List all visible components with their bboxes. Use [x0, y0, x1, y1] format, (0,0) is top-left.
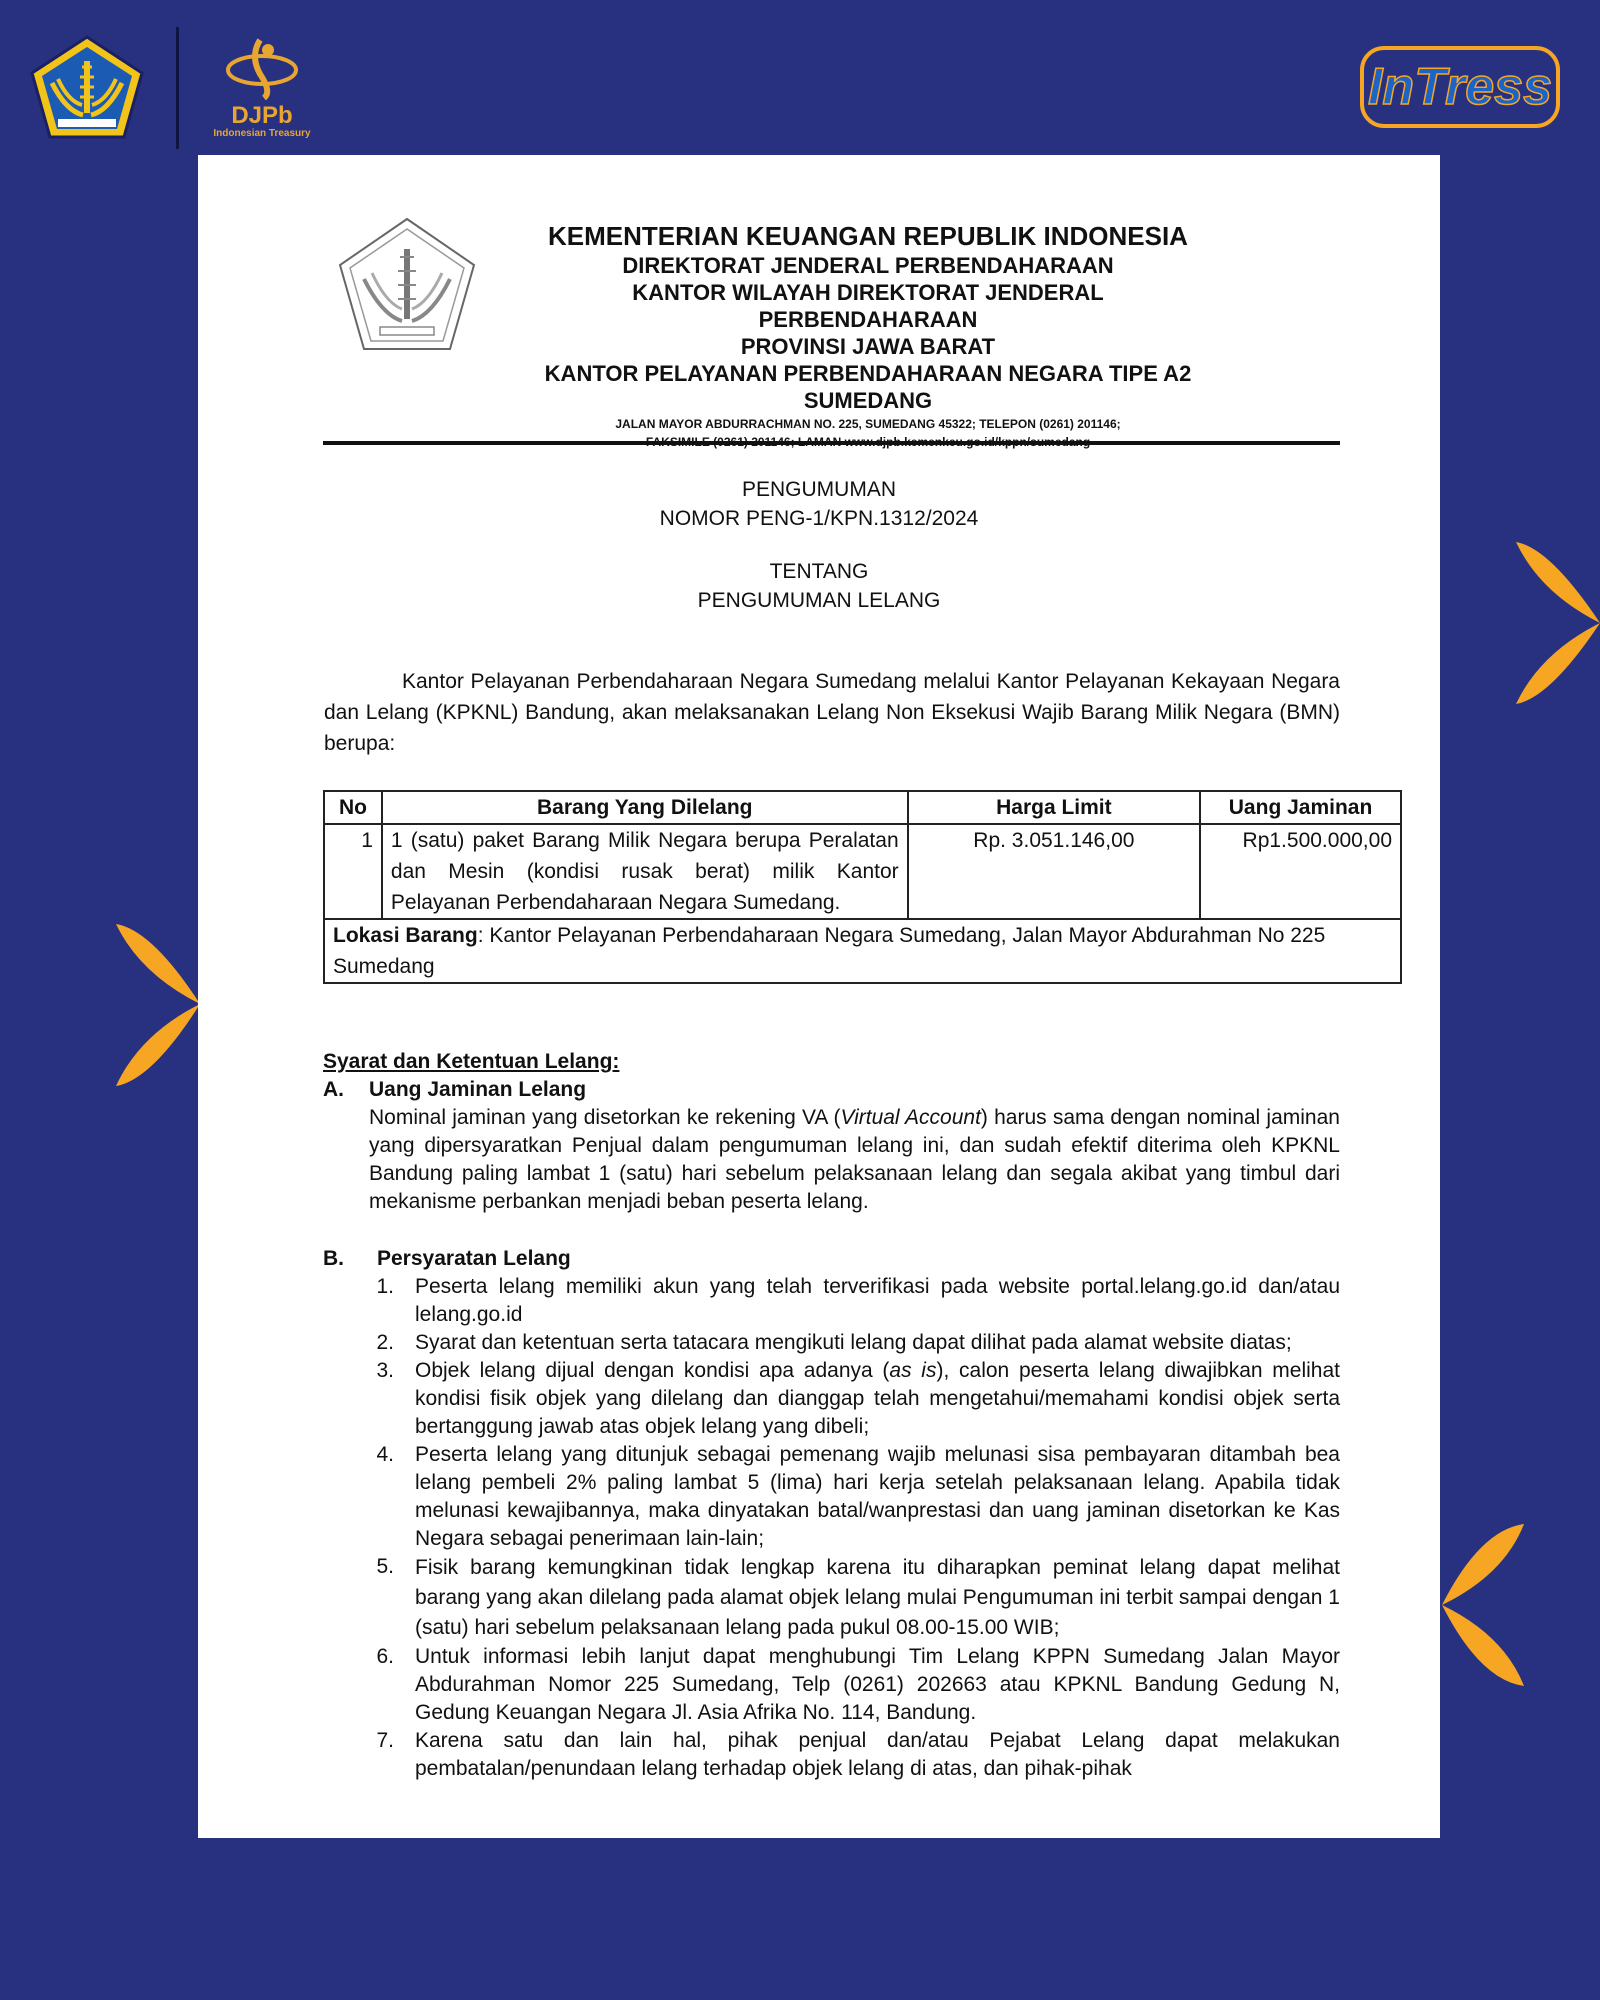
section-a-heading: [323, 1076, 1340, 1104]
section-a-title: Uang Jaminan Lelang: [369, 1078, 587, 1101]
list-item-number: 1.: [376, 1275, 394, 1298]
announcement-number: NOMOR PENG-1/KPN.1312/2024: [659, 507, 979, 530]
header-item: Barang Yang Dilelang: [382, 791, 908, 824]
row-item: 1 (satu) paket Barang Milik Negara berupa Peralatan dan Mesin (kondisi rusak berat) milik Kantor Pelayanan Perbendaharaan Negara Sumedang.: [382, 824, 908, 919]
section-b-title: Persyaratan Lelang: [377, 1247, 571, 1270]
list-item-text: Fisik barang kemungkinan tidak lengkap karena itu diharapkan peminat lelang dapat melihat barang yang akan dilelang pada alamat objek lelang mulai Pengumuman ini terbit sampai dengan 1 (satu) hari sebelum pelaksanaan lelang pada pukul 08.00-15.00 WIB;: [415, 1556, 1340, 1639]
section-a-text: [369, 1104, 1340, 1216]
intro-paragraph: Kantor Pelayanan Perbendaharaan Negara Sumedang melalui Kantor Pelayanan Kekayaan Negara dan Lelang (KPKNL) Bandung, akan melaksanakan Lelang Non Eksekusi Wajib Barang Milik Negara (BMN) berupa:: [324, 670, 1340, 755]
list-item-text: Peserta lelang yang ditunjuk sebagai pemenang wajib melunasi sisa pembayaran ditambah bea lelang pembeli 2% paling lambat 5 (lima) hari kerja setelah pelaksanaan lelang. Apabila tidak melunasi kewajibannya, maka dinyatakan batal/wanprestasi dan uang jaminan disetorkan ke Kas Negara sebagai penerimaan lain-lain;: [415, 1443, 1340, 1550]
section-a-text-part: Nominal jaminan yang disetorkan ke rekening VA (: [369, 1106, 841, 1129]
list-item-number: 6.: [376, 1645, 394, 1668]
list-item-text: Syarat dan ketentuan serta tatacara mengikuti lelang dapat dilihat pada alamat website diatas;: [415, 1331, 1292, 1354]
djpb-logo: [207, 36, 317, 140]
list-item-number: 4.: [376, 1443, 394, 1466]
list-item-text: [415, 1357, 1340, 1441]
list-item: [323, 1273, 1340, 1329]
kemenkeu-logo-icon: [28, 33, 146, 143]
announcement-subject: PENGUMUMAN LELANG: [697, 589, 941, 612]
list-item-number: 3.: [376, 1359, 394, 1382]
list-item-text: Karena satu dan lain hal, pihak penjual dan/atau Pejabat Lelang dapat melakukan pembatalan/penundaan lelang terhadap objek lelang di atas, dan pihak-pihak: [415, 1729, 1340, 1780]
letterhead-city: SUMEDANG: [803, 388, 933, 413]
table-header-row: [324, 791, 1401, 824]
location-label: Lokasi Barang: [333, 924, 478, 947]
header-no: No: [324, 791, 382, 824]
table-row: [324, 824, 1401, 919]
intress-logo-icon: [1358, 44, 1562, 130]
list-item-number: 2.: [376, 1331, 394, 1354]
header-deposit: Uang Jaminan: [1200, 791, 1401, 824]
letterhead-regional-office: KANTOR WILAYAH DIREKTORAT JENDERAL PERBENDAHARAAN: [632, 280, 1104, 332]
list-item-number: 7.: [376, 1729, 394, 1752]
terms-title: Syarat dan Ketentuan Lelang:: [323, 1050, 620, 1073]
letterhead-rule: [323, 441, 1340, 445]
petal-left-icon: [112, 918, 202, 1090]
list-item: [323, 1357, 1340, 1441]
list-item: [323, 1329, 1340, 1357]
list-item: [323, 1643, 1340, 1727]
letterhead-directorate: DIREKTORAT JENDERAL PERBENDAHARAAN: [622, 253, 1114, 278]
list-item-text-part: ), calon peserta lelang diwajibkan melihat kondisi fisik objek yang dilelang dan dianggap telah mengetahui/memahami kondisi objek serta bertanggung jawab atas objek lelang yang dibeli;: [415, 1359, 1340, 1438]
petal-right-lower-icon: [1440, 1520, 1540, 1690]
letterhead-ministry: KEMENTERIAN KEUANGAN REPUBLIK INDONESIA: [548, 221, 1188, 251]
section-b-letter: B.: [323, 1247, 344, 1270]
section-b-heading: [323, 1245, 1340, 1273]
list-item-text: Peserta lelang memiliki akun yang telah terverifikasi pada website portal.lelang.go.id dan/atau lelang.go.id: [415, 1275, 1340, 1326]
letterhead-office: KANTOR PELAYANAN PERBENDAHARAAN NEGARA TIPE A2: [544, 361, 1192, 386]
announcement-about: TENTANG: [769, 560, 869, 583]
list-item-text-part: Objek lelang dijual dengan kondisi apa adanya (: [415, 1359, 890, 1382]
djpb-title: DJPb: [231, 102, 293, 129]
announcement-type: PENGUMUMAN: [741, 478, 896, 501]
requirements-list: [323, 1273, 1340, 1783]
section-a-letter: A.: [323, 1078, 344, 1101]
announcement-number-block: [198, 475, 1440, 533]
announcement-subject-block: [198, 557, 1440, 615]
list-item-text: Untuk informasi lebih lanjut dapat menghubungi Tim Lelang KPPN Sumedang Jalan Mayor Abdurahman Nomor 225 Sumedang, Telp (0261) 202663 atau KPKNL Bandung Gedung N, Gedung Keuangan Negara Jl. Asia Afrika No. 114, Bandung.: [415, 1645, 1340, 1724]
header-branding: [28, 26, 317, 150]
row-no: 1: [324, 824, 382, 919]
intress-logo-text: InTress: [1367, 58, 1553, 116]
ministry-seal-icon: [336, 215, 478, 355]
list-item: [323, 1553, 1340, 1643]
row-limit: Rp. 3.051.146,00: [908, 824, 1200, 919]
list-item-number: 5.: [376, 1555, 394, 1578]
petal-right-upper-icon: [1510, 538, 1600, 708]
header-limit: Harga Limit: [908, 791, 1200, 824]
letterhead-province: PROVINSI JAWA BARAT: [740, 334, 996, 359]
letterhead: [198, 155, 1440, 455]
location-row: [324, 919, 1401, 983]
letterhead-address-1: JALAN MAYOR ABDURRACHMAN NO. 225, SUMEDANG 45322; TELEPON (0261) 201146;: [615, 417, 1121, 431]
djpb-subtitle: Indonesian Treasury: [213, 128, 311, 139]
brand-divider: [176, 27, 179, 149]
location-cell: [324, 919, 1401, 983]
auction-items-table: [323, 790, 1402, 984]
list-item-italic: as is: [889, 1359, 937, 1382]
djpb-mark-icon: [220, 36, 304, 100]
row-deposit: Rp1.500.000,00: [1200, 824, 1401, 919]
list-item: [323, 1441, 1340, 1553]
section-a-text-part: ) harus sama dengan nominal jaminan yang dipersyaratkan Penjual dalam pengumuman lelang ini, dan sudah efektif diterima oleh KPKNL Bandung paling lambat 1 (satu) hari sebelum pelaksanaan lelang dan segala akibat yang timbul dari mekanisme perbankan menjadi beban peserta lelang.: [369, 1106, 1340, 1213]
section-a-italic: Virtual Account: [840, 1106, 981, 1129]
list-item: [323, 1727, 1340, 1783]
document-page: [198, 155, 1440, 1838]
terms-section: [323, 1048, 1340, 1783]
location-value: : Kantor Pelayanan Perbendaharaan Negara Sumedang, Jalan Mayor Abdurahman No 225 Sumedang: [333, 924, 1326, 978]
